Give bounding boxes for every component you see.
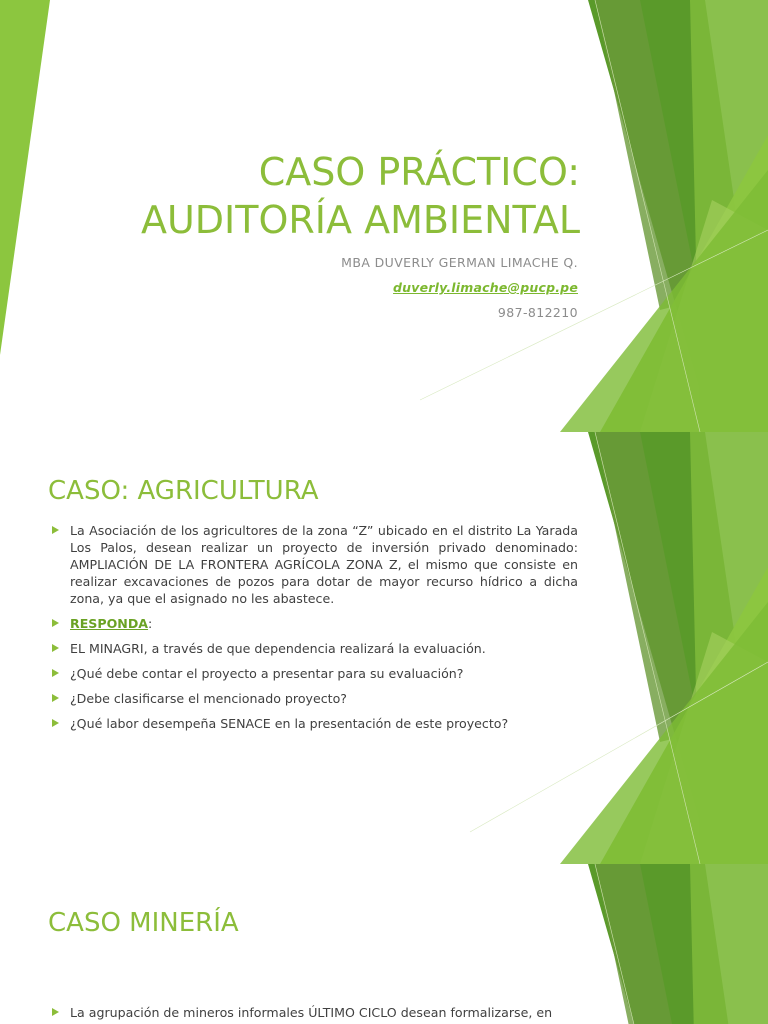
arrow-bullet-icon (52, 1008, 59, 1016)
bullet-list (52, 522, 578, 732)
arrow-bullet-icon (52, 619, 59, 627)
slide-mineria (0, 864, 768, 1024)
author-email-link[interactable]: duverly.limache@pucp.pe (393, 280, 578, 295)
list-item: ¿Qué debe contar el proyecto a presentar para su evaluación? (52, 665, 578, 682)
left-facet-shape (0, 0, 50, 355)
slide-agricultura (0, 432, 768, 864)
list-item: RESPONDA: (52, 615, 578, 632)
title-line-2: AUDITORÍA AMBIENTAL (140, 198, 580, 242)
list-item: La agrupación de mineros informales ÚLTIMO CICLO desean formalizarse, en (52, 1004, 592, 1021)
arrow-bullet-icon (52, 694, 59, 702)
list-item: ¿Qué labor desempeña SENACE en la presentación de este proyecto? (52, 715, 578, 732)
slide-title (0, 0, 768, 432)
title-line-1: CASO PRÁCTICO: (258, 150, 580, 194)
slide-heading: CASO: AGRICULTURA (48, 476, 319, 506)
list-item: ¿Debe clasificarse el mencionado proyecto? (52, 690, 578, 707)
green-facet-decoration (0, 864, 768, 1024)
arrow-bullet-icon (52, 669, 59, 677)
arrow-bullet-icon (52, 719, 59, 727)
presentation-title (141, 148, 580, 244)
right-facet-shape (690, 864, 768, 1024)
list-item: EL MINAGRI, a través de que dependencia realizará la evaluación. (52, 640, 578, 657)
list-item: La Asociación de los agricultores de la zona “Z” ubicado en el distrito La Yarada Los Palos, desean realizar un proyecto de inversión privado denominado: AMPLIACIÓN DE LA FRONTERA AGRÍCOLA ZONA Z, el mismo que consiste en realizar excavaciones de pozos para dotar de mayor recurso hídrico a dicha zona, ya que el asignado no les abastece. (52, 522, 578, 607)
arrow-bullet-icon (52, 644, 59, 652)
author-phone: 987-812210 (497, 305, 578, 320)
bullet-list (52, 1004, 592, 1021)
respond-label: RESPONDA (70, 616, 149, 631)
author-name: MBA DUVERLY GERMAN LIMACHE Q. (341, 255, 578, 270)
arrow-bullet-icon (52, 526, 59, 534)
slide-heading: CASO MINERÍA (48, 908, 239, 938)
